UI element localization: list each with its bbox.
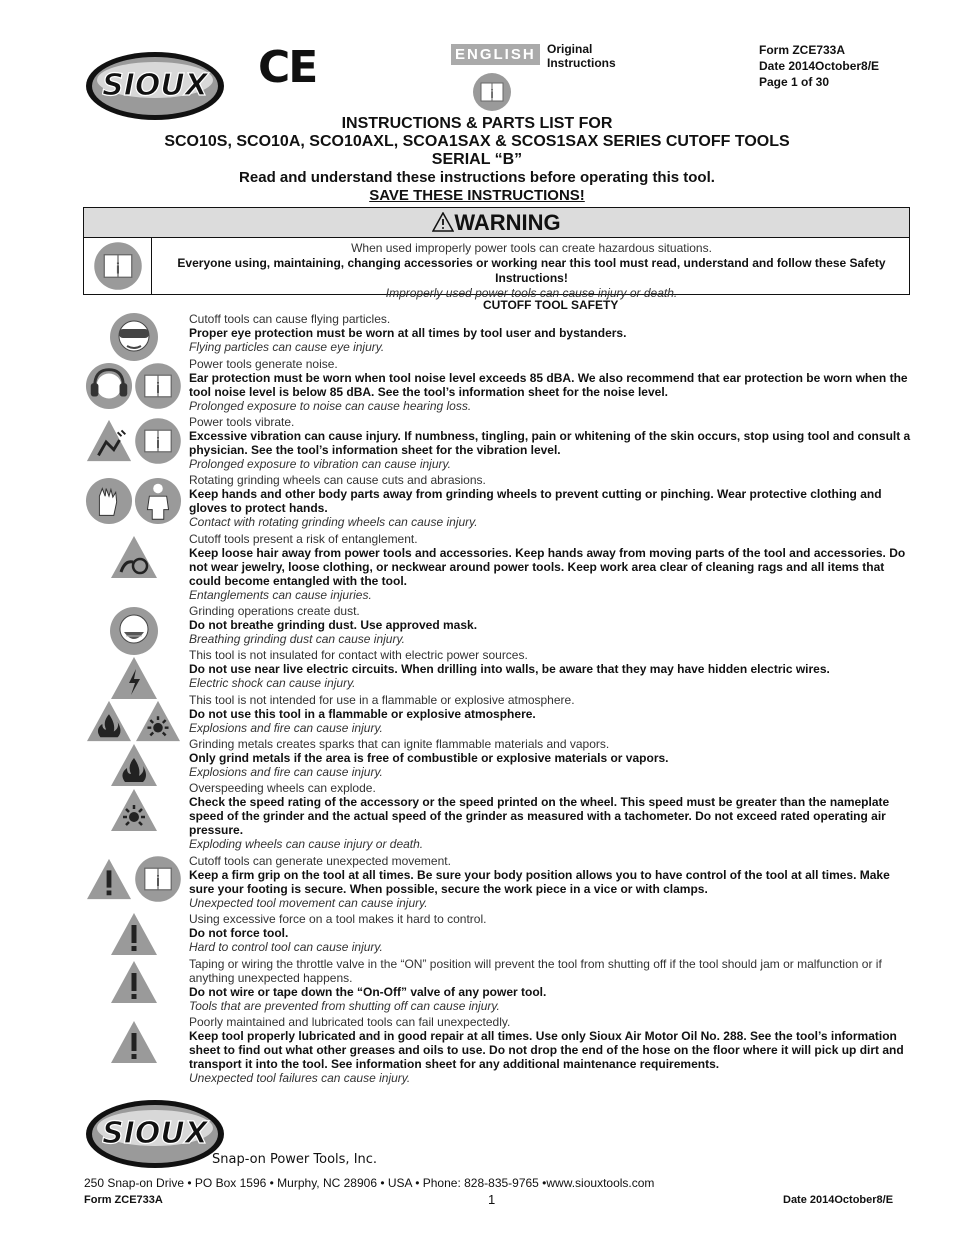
read-manual-icon [134,855,182,903]
dust-mask-icon [109,606,159,656]
caution-icon [85,857,133,901]
safety-item: Using excessive force on a tool makes it hard to control. Do not force tool. Hard to control tool can cause injury. [189,912,487,954]
caution-icon [109,911,159,957]
safety-item: Cutoff tools can cause flying particles. Proper eye protection must be worn at all times by tool user and bystanders. Flying particles can cause eye injury. [189,312,627,354]
footer-date: Date 2014October8/E [783,1194,894,1206]
safety-item: Power tools vibrate. Excessive vibration can cause injury. If numbness, tingling, pain or whitening of the skin occurs, stop using tool and consult a physician. See the tool’s information sheet for the vibration level. Prolonged exposure to vibration can cause injury. [189,415,911,471]
safety-item: Taping or wiring the throttle valve in the “ON” position will prevent the tool from shutting off if the tool should jam or malfunction or if anything unexpected happens. Do not wire or tape down the “On-Off” valve of any power tool. Tools that are prevented from shutting off can cause injury. [189,957,882,1013]
vibration-icon [85,417,133,465]
safety-item: Overspeeding wheels can explode. Check the speed rating of the accessory or the speed printed on the wheel. This speed must be greater than the nameplate speed of the grinder and the actual speed of the grinder as measured with a tachometer. Do not exceed rated operating air pressure. Exploding wheels can cause injury or death. [189,781,890,851]
svg-text:SIOUX: SIOUX [102,1116,208,1151]
safety-item: Cutoff tools can generate unexpected movement. Keep a firm grip on the tool at all times. Be sure your body position allows you to have control of the tool at all times. Make sure your footing is secure. When possible, secure the work piece in a vice or with clamps. Unexpected tool movement can cause injury. [189,854,890,910]
safety-item: Poorly maintained and lubricated tools can fail unexpectedly. Keep tool properly lubricated and in good repair at all times. Use only Sioux Air Motor Oil No. 288. See the tool’s information sheet to find out what other greases and oils to use. Do not drop the end of the hose on the floor where it will pick up dirt and transport it into the tool. See information sheet for any additional maintenance requirements. Unexpected tool failures can cause injury. [189,1015,904,1085]
svg-text:i: i [490,87,494,101]
company-address: 250 Snap-on Drive • PO Box 1596 • Murphy, NC 28906 • USA • Phone: 828-835-9765 •www.siouxtools.com [84,1176,655,1190]
flammable-icon [85,699,133,743]
safety-item: This tool is not intended for use in a flammable or explosive atmosphere. Do not use this tool in a flammable or explosive atmosphere. Explosions and fire can cause injury. [189,693,575,735]
sioux-logo [84,50,226,122]
read-manual-icon [93,241,143,291]
safety-item: Rotating grinding wheels can cause cuts and abrasions. Keep hands and other body parts away from grinding wheels to prevent cutting or pinching. Wear protective clothing and gloves to protect hands. Contact with rotating grinding wheels can cause injury. [189,473,882,529]
eye-protection-icon [109,312,159,362]
svg-text:SIOUX: SIOUX [102,68,208,103]
flammable-icon [109,742,159,788]
explosive-icon [109,787,159,833]
svg-text:i: i [156,436,160,453]
document-title: INSTRUCTIONS & PARTS LIST FOR SCO10S, SCO10A, SCO10AXL, SCOA1SAX & SCOS1SAX SERIES CUTOFF TOOLS SERIAL “B” Read and understand these instructions before operating this tool. SAVE THESE INSTRUCTIONS! [164,115,790,204]
warning-heading: WARNING [84,208,909,238]
ce-mark: CE [258,42,317,93]
protective-clothing-icon [134,477,182,525]
language-badge: ENGLISH [451,44,540,65]
safety-item: Grinding operations create dust. Do not breathe grinding dust. Use approved mask. Breathing grinding dust can cause injury. [189,604,478,646]
safety-item: Grinding metals creates sparks that can ignite flammable materials and vapors. Only grind metals if the area is free of combustible or explosive materials or vapors. Explosions and fire can cause injury. [189,737,669,779]
warning-box [83,207,910,300]
safety-item: Cutoff tools present a risk of entanglement. Keep loose hair away from power tools and accessories. Keep hands away from moving parts of the tool and accessories. Do not wear jewelry, loose clothing, or neckwear around power tools. Keep work area clear of cleaning rags and all items that could become entangled with the tool. Entanglements can cause injuries. [189,532,906,602]
sioux-logo [84,1098,226,1170]
electric-shock-icon [109,655,159,701]
explosive-icon [134,699,182,743]
warning-triangle-icon [432,212,454,232]
svg-text:i: i [156,874,160,891]
svg-text:i: i [156,381,160,398]
warning-text: When used improperly power tools can create hazardous situations. Everyone using, maintaining, changing accessories or working near this tool must read, understand and follow these Safety Instructions! Improperly used power tools can cause injury or death. [177,241,886,300]
safety-item: This tool is not insulated for contact with electric power sources. Do not use near live electric circuits. When drilling into walls, be aware that they may have hidden electric wires. Electric shock can cause injury. [189,648,830,690]
page-number: 1 [488,1192,496,1207]
company-name: Snap-on Power Tools, Inc. [212,1152,378,1167]
svg-text:i: i [115,260,121,278]
read-manual-icon [134,417,182,465]
footer-form-no: Form ZCE733A [84,1194,163,1206]
caution-icon [109,959,159,1005]
ear-protection-icon [85,362,133,410]
read-manual-icon [134,362,182,410]
form-info: Form ZCE733A Date 2014October8/E Page 1 of 30 [759,43,880,89]
original-instructions: Original Instructions [547,42,616,70]
entanglement-icon [109,534,159,580]
safety-item: Power tools generate noise. Ear protection must be worn when tool noise level exceeds 85 dBA. We also recommend that ear protection be worn when the tool noise level is below 85 dBA. See the tool’s information sheet for the noise level. Prolonged exposure to noise can cause hearing loss. [189,357,908,413]
caution-icon [109,1019,159,1065]
read-manual-icon [472,72,512,112]
section-title: CUTOFF TOOL SAFETY [483,298,619,312]
gloves-icon [85,477,133,525]
